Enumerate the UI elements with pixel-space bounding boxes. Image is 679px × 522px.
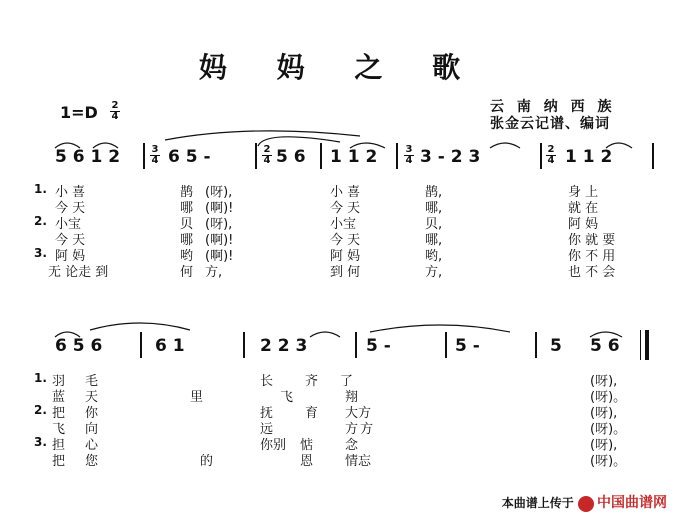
meter-numerator: 3 — [405, 144, 413, 155]
barline — [143, 143, 145, 169]
lyric-syllable: 的 — [200, 454, 214, 469]
barline — [320, 143, 322, 169]
lyric-syllable: (呀), — [590, 438, 618, 453]
lyric-syllable: 小宝 — [55, 217, 82, 232]
verse-number: 1. — [34, 371, 47, 385]
lyric-syllable: 阿 妈 — [330, 249, 361, 264]
lyric-syllable: 里 — [190, 390, 204, 405]
lyric-syllable: 恩 — [300, 454, 314, 469]
barline — [255, 143, 257, 169]
lyric-syllable: 心 — [85, 438, 99, 453]
lyric-syllable: 蓝 — [52, 390, 66, 405]
lyric-syllable: 今 天 — [55, 233, 86, 248]
site-watermark[interactable] — [502, 492, 667, 512]
lyric-syllable: 羽 — [52, 374, 66, 389]
lyric-syllable: 身 上 — [568, 185, 599, 200]
verse-number: 2. — [34, 403, 47, 417]
song-title: 妈 妈 之 歌 — [198, 51, 481, 84]
lyric-syllable: 今 天 — [330, 233, 361, 248]
lyric-syllable: 育 — [305, 406, 319, 421]
barline — [396, 143, 398, 169]
verse-number: 1. — [34, 182, 47, 196]
lyric-syllable: (啊)! — [205, 201, 234, 216]
meter-denominator: 4 — [547, 155, 555, 166]
lyric-syllable: 到 何 — [330, 265, 361, 280]
measure-6-notes: 1 1 2 — [565, 147, 613, 167]
lyric-syllable: 贝 — [180, 217, 194, 232]
lyric-syllable: 无 论走 到 — [48, 265, 109, 280]
lyric-syllable: 今 天 — [55, 201, 86, 216]
measure-9-notes: 2 2 3 — [260, 336, 308, 356]
lyric-syllable: 哪 — [180, 233, 194, 248]
lyric-syllable: 你别 — [260, 438, 287, 453]
lyric-syllable: 阿 妈 — [568, 217, 599, 232]
lyric-syllable: (呀)。 — [590, 422, 627, 437]
lyric-syllable: 阿 妈 — [55, 249, 86, 264]
lyric-syllable: 今 天 — [330, 201, 361, 216]
barline — [540, 143, 542, 169]
lyric-syllable: 远 — [260, 422, 274, 437]
lyric-syllable: 小宝 — [330, 217, 357, 232]
lyric-syllable: 抚 — [260, 406, 274, 421]
measure-12b-notes: 5 6 — [590, 336, 620, 356]
lyric-syllable: 向 — [85, 422, 99, 437]
final-barline-thick — [645, 330, 649, 360]
lyric-syllable: 就 在 — [568, 201, 599, 216]
measure-10-notes: 5 - — [366, 336, 391, 356]
lyric-syllable: 把 — [52, 406, 66, 421]
lyric-syllable: 毛 — [85, 374, 99, 389]
lyric-syllable: 贝, — [425, 217, 443, 232]
lyric-syllable: 哪 — [180, 201, 194, 216]
lyric-syllable: 方 — [360, 422, 374, 437]
measure-5-notes: 3 - 2 3 — [420, 147, 481, 167]
origin-credit: 云 南 纳 西 族 — [490, 99, 616, 115]
meter-denominator: 4 — [111, 111, 119, 122]
final-barline-thin — [640, 330, 641, 360]
meter-numerator: 2 — [111, 100, 119, 111]
lyric-syllable: (啊)! — [205, 249, 234, 264]
barline — [445, 332, 447, 358]
lyric-syllable: 长 — [260, 374, 274, 389]
time-signature-2-4 — [262, 145, 272, 166]
lyric-syllable: 哪, — [425, 201, 443, 216]
lyric-syllable: 担 — [52, 438, 66, 453]
lyric-syllable: 飞 — [52, 422, 66, 437]
meter-denominator: 4 — [263, 155, 271, 166]
barline — [535, 332, 537, 358]
meter-numerator: 3 — [151, 144, 159, 155]
key-signature: 1=D — [60, 103, 98, 122]
verse-number: 2. — [34, 214, 47, 228]
barline — [652, 143, 654, 169]
measure-4-notes: 1 1 2 — [330, 147, 378, 167]
lyric-syllable: 鹊 — [180, 185, 194, 200]
watermark-site-name: 中国曲谱网 — [597, 495, 667, 511]
measure-2-notes: 6 5 - — [168, 147, 211, 167]
lyric-syllable: 翔 — [345, 390, 359, 405]
measure-3-notes: 5 6 — [276, 147, 306, 167]
lyric-syllable: 天 — [85, 390, 99, 405]
barline — [140, 332, 142, 358]
time-signature-2-4 — [546, 145, 556, 166]
lyric-syllable: 何 — [180, 265, 194, 280]
lyric-syllable: 方, — [425, 265, 443, 280]
measure-8-notes: 6 1 — [155, 336, 185, 356]
lyric-syllable: (呀)。 — [590, 454, 627, 469]
lyric-syllable: 小 喜 — [55, 185, 86, 200]
lyric-syllable: 齐 — [305, 374, 319, 389]
lyric-syllable: 你 就 要 — [568, 233, 616, 248]
measure-7-notes: 6 5 6 — [55, 336, 103, 356]
time-signature-3-4 — [150, 145, 160, 166]
lyric-syllable: (呀)。 — [590, 390, 627, 405]
lyric-syllable: (呀), — [590, 374, 618, 389]
measure-12-notes: 5 — [550, 336, 562, 356]
lyric-syllable: 把 — [52, 454, 66, 469]
lyric-syllable: 方, — [205, 265, 223, 280]
lyric-syllable: 哪, — [425, 233, 443, 248]
lyric-syllable: (呀), — [590, 406, 618, 421]
meter-numerator: 2 — [547, 144, 555, 155]
lyric-syllable: 小 喜 — [330, 185, 361, 200]
lyric-syllable: 飞 — [280, 390, 294, 405]
lyric-syllable: (啊)! — [205, 233, 234, 248]
lyric-syllable: 方 — [345, 422, 359, 437]
meter-denominator: 4 — [151, 155, 159, 166]
site-logo-icon — [578, 496, 594, 512]
lyric-syllable: 大方 — [345, 406, 372, 421]
lyric-syllable: 你 — [85, 406, 99, 421]
measure-1-notes: 5 6 1 2 — [55, 147, 121, 167]
lyric-syllable: 您 — [85, 454, 99, 469]
lyric-syllable: 了 — [340, 374, 354, 389]
lyric-syllable: 念 — [345, 438, 359, 453]
verse-number: 3. — [34, 435, 47, 449]
lyric-syllable: 也 不 会 — [568, 265, 616, 280]
lyric-syllable: 哟 — [180, 249, 194, 264]
lyric-syllable: 鹊, — [425, 185, 443, 200]
lyric-syllable: 情忘 — [345, 454, 372, 469]
lyric-syllable: 你 不 用 — [568, 249, 616, 264]
watermark-prefix: 本曲谱上传于 — [501, 496, 574, 510]
verse-number: 3. — [34, 246, 47, 260]
meter-denominator: 4 — [405, 155, 413, 166]
time-signature-3-4 — [404, 145, 414, 166]
lyric-syllable: 哟, — [425, 249, 443, 264]
measure-11-notes: 5 - — [455, 336, 480, 356]
meter-numerator: 2 — [263, 144, 271, 155]
barline — [243, 332, 245, 358]
barline — [355, 332, 357, 358]
lyric-syllable: 惦 — [300, 438, 314, 453]
lyric-syllable: (呀), — [205, 217, 233, 232]
transcriber-credit: 张金云记谱、编词 — [490, 116, 610, 132]
lyric-syllable: (呀), — [205, 185, 233, 200]
